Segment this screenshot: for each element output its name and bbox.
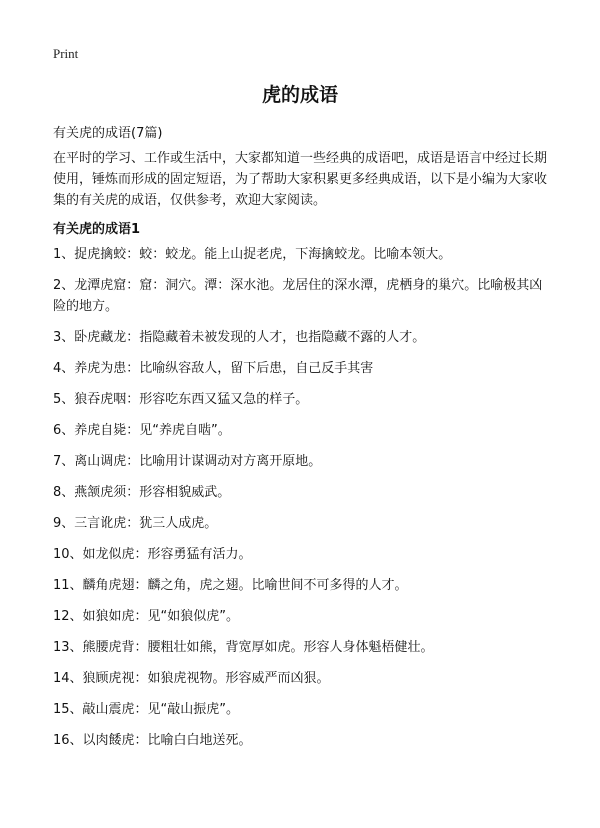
list-item: 7、离山调虎：比喻用计谋调动对方离开原地。 xyxy=(53,454,322,469)
list-item: 12、如狼如虎：见“如狼似虎”。 xyxy=(53,609,240,624)
list-item: 15、敲山震虎：见“敲山振虎”。 xyxy=(53,702,240,717)
list-item: 3、卧虎藏龙：指隐藏着未被发现的人才，也指隐藏不露的人才。 xyxy=(53,330,426,345)
list-item: 14、狼顾虎视：如狼虎视物。形容威严而凶狠。 xyxy=(53,671,330,686)
list-item: 9、三言讹虎：犹三人成虎。 xyxy=(53,516,218,531)
print-link[interactable]: Print xyxy=(53,46,79,61)
list-item: 5、狼吞虎咽：形容吃东西又猛又急的样子。 xyxy=(53,392,309,407)
list-item: 4、养虎为患：比喻纵容敌人，留下后患，自己反手其害 xyxy=(53,361,374,376)
list-item: 6、养虎自毙：见“养虎自啮”。 xyxy=(53,423,231,438)
list-item: 8、燕颔虎须：形容相貌威武。 xyxy=(53,485,231,500)
section-heading: 有关虎的成语1 xyxy=(53,222,141,237)
list-item: 1、捉虎擒蛟：蛟：蛟龙。能上山捉老虎，下海擒蛟龙。比喻本领大。 xyxy=(53,247,452,262)
article-subtitle: 有关虎的成语(7篇) xyxy=(53,126,163,141)
list-item: 11、麟角虎翅：麟之角，虎之翅。比喻世间不可多得的人才。 xyxy=(53,578,408,593)
page-title: 虎的成语 xyxy=(261,84,338,106)
list-item: 2、龙潭虎窟：窟：洞穴。潭：深水池。龙居住的深水潭，虎栖身的巢穴。比喻极其凶险的地方。 xyxy=(53,278,543,314)
list-item: 16、以肉餧虎：比喻白白地送死。 xyxy=(53,733,252,748)
list-item: 10、如龙似虎：形容勇猛有活力。 xyxy=(53,547,252,562)
intro-paragraph: 在平时的学习、工作或生活中，大家都知道一些经典的成语吧，成语是语言中经过长期使用，锤炼而形成的固定短语，为了帮助大家积累更多经典成语，以下是小编为大家收集的有关虎的成语，仅供参考，欢迎大家阅读。 xyxy=(53,151,548,208)
idiom-list xyxy=(53,244,553,761)
list-item: 13、熊腰虎背：腰粗壮如熊，背宽厚如虎。形容人身体魁梧健壮。 xyxy=(53,640,434,655)
